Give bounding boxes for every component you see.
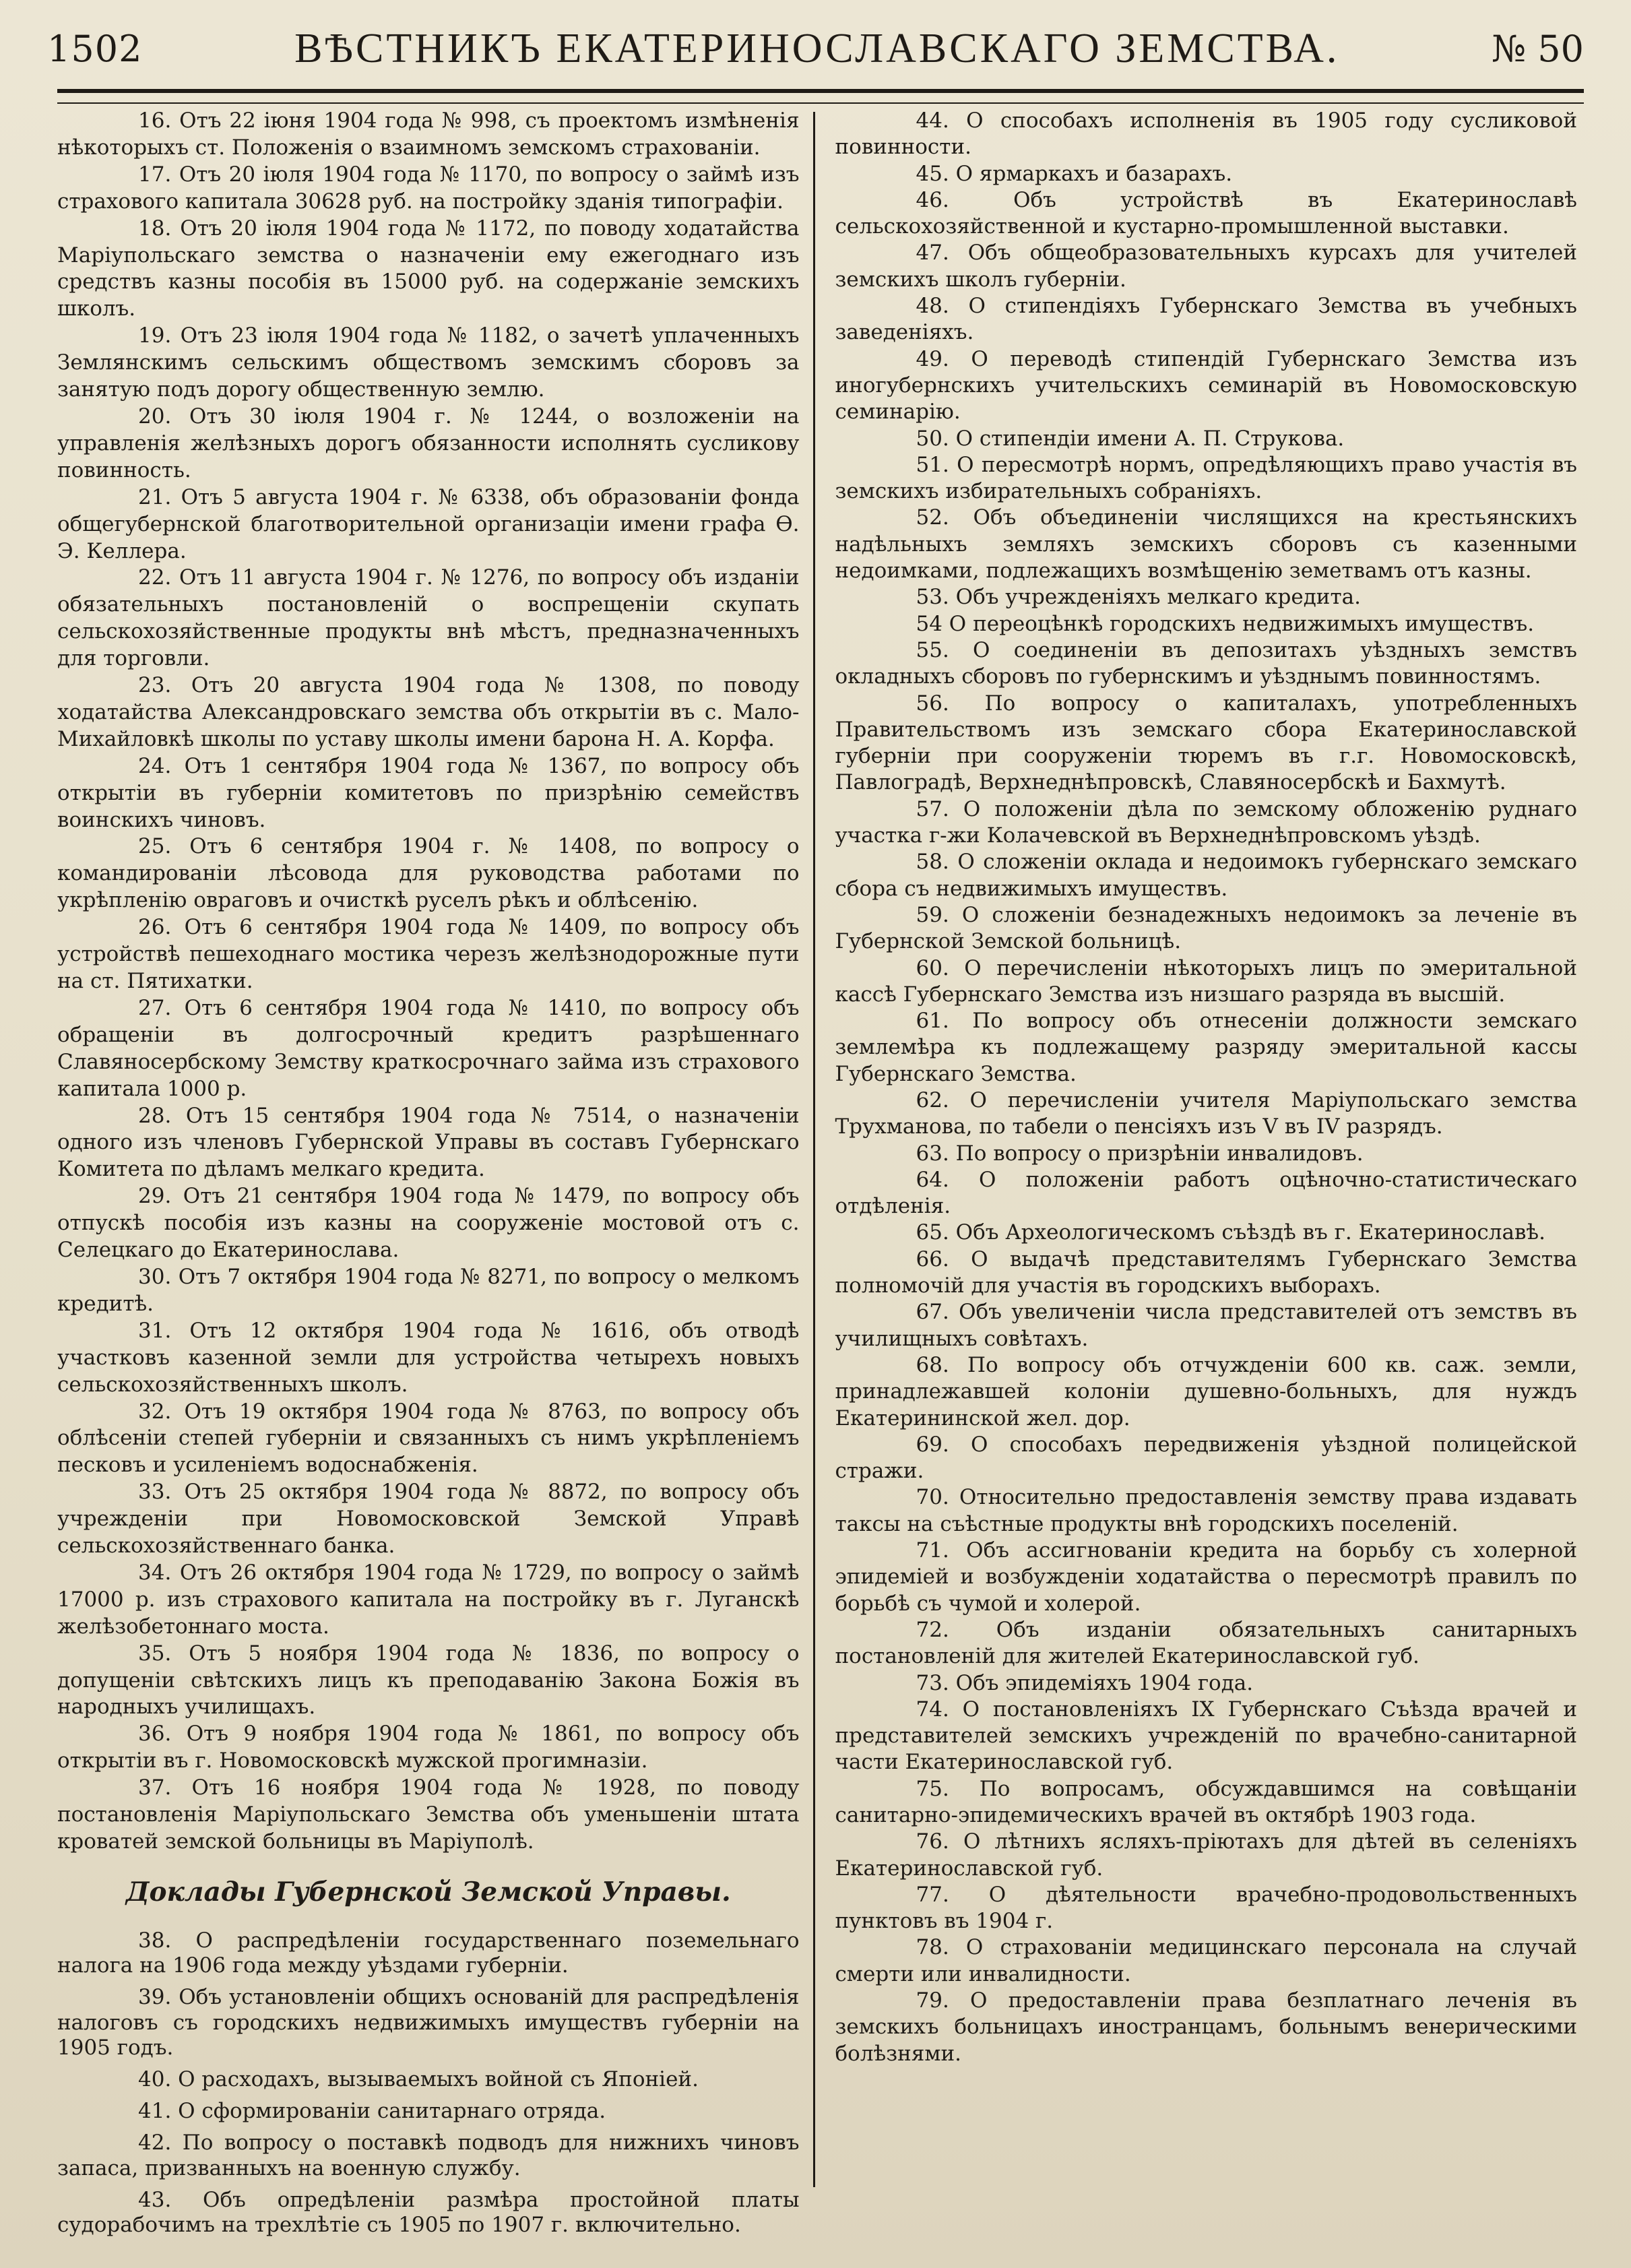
list-item: 65. Объ Археологическомъ съѣздѣ въ г. Екатеринославѣ. bbox=[916, 1220, 1545, 1245]
list-item: 36. Отъ 9 ноября 1904 года № 1861, по вопросу объ открытіи въ г. Новомосковскѣ мужской прогимназіи. bbox=[57, 1722, 800, 1773]
list-item: 64. О положеніи работъ оцѣночно-статистическаго отдѣленія. bbox=[835, 1167, 1577, 1219]
right-column bbox=[821, 108, 1578, 2187]
list-item: 39. Объ установленіи общихъ основаній для распредѣленія налоговъ съ городскихъ недвижимыхъ имуществъ губерніи на 1905 годъ. bbox=[57, 1985, 800, 2060]
list-item: 40. О расходахъ, вызываемыхъ войной съ Японіей. bbox=[138, 2067, 699, 2092]
list-item: 17. Отъ 20 іюля 1904 года № 1170, по вопросу о займѣ изъ страхового капитала 30628 руб. на постройку зданія типографіи. bbox=[57, 162, 800, 214]
list-item: 68. По вопросу объ отчужденіи 600 кв. саж. земли, принадлежавшей колоніи душевно-больныхъ, для нуждъ Екатерининской жел. дор. bbox=[835, 1352, 1577, 1430]
list-item: 73. Объ эпидеміяхъ 1904 года. bbox=[916, 1670, 1254, 1695]
list-item: 69. О способахъ передвиженія уѣздной полицейской стражи. bbox=[835, 1432, 1577, 1484]
list-item: 20. Отъ 30 іюля 1904 г. № 1244, о возложеніи на управленія желѣзныхъ дорогъ обязанности исполнять сусликову повинность. bbox=[57, 404, 800, 482]
list-item: 53. Объ учрежденіяхъ мелкаго кредита. bbox=[916, 585, 1361, 610]
list-item: 27. Отъ 6 сентября 1904 года № 1410, по вопросу объ обращеніи въ долгосрочный кредитъ разрѣшеннаго Славяносербскому Земству краткосрочнаго займа изъ страхового капитала 1000 р. bbox=[57, 995, 800, 1101]
list-item: 45. О ярмаркахъ и базарахъ. bbox=[916, 161, 1233, 186]
list-item: 55. О соединеніи въ депозитахъ уѣздныхъ земствъ окладныхъ сборовъ по губернскимъ и уѣзднымъ повинностямъ. bbox=[835, 637, 1577, 689]
list-item: 50. О стипендіи имени А. П. Струкова. bbox=[916, 426, 1345, 451]
list-item: 72. Объ изданіи обязательныхъ санитарныхъ постановленій для жителей Екатеринославской губ. bbox=[835, 1617, 1577, 1669]
list-item: 25. Отъ 6 сентября 1904 г. № 1408, по вопросу о командированіи лѣсовода для руководства работами по укрѣпленію овраговъ и очисткѣ руселъ рѣкъ и облѣсенію. bbox=[57, 834, 800, 913]
list-item: 26. Отъ 6 сентября 1904 года № 1409, по вопросу объ устройствѣ пешеходнаго мостика черезъ желѣзнодорожные пути на ст. Пятихатки. bbox=[57, 915, 800, 993]
list-item: 51. О пересмотрѣ нормъ, опредѣляющихъ право участія въ земскихъ избирательныхъ собраніяхъ. bbox=[835, 452, 1577, 504]
left-column bbox=[57, 108, 808, 2238]
list-item: 57. О положеніи дѣла по земскому обложенію руднаго участка г-жи Колачевской въ Верхнеднѣпровскомъ уѣздѣ. bbox=[835, 796, 1577, 848]
list-item: 54 О переоцѣнкѣ городскихъ недвижимыхъ имуществъ. bbox=[916, 611, 1535, 636]
list-item: 67. Объ увеличеніи числа представителей отъ земствъ въ училищныхъ совѣтахъ. bbox=[835, 1300, 1577, 1351]
issue-number: № 50 bbox=[1492, 27, 1584, 70]
list-item: 70. Относительно предоставленія земству права издавать таксы на съѣстные продукты внѣ городскихъ поселеній. bbox=[835, 1485, 1577, 1536]
list-item: 66. О выдачѣ представителямъ Губернскаго Земства полномочій для участія въ городскихъ выборахъ. bbox=[835, 1247, 1577, 1298]
list-item: 24. Отъ 1 сентября 1904 года № 1367, по вопросу объ открытіи въ губерніи комитетовъ по призрѣнію семействъ воинскихъ чиновъ. bbox=[57, 753, 800, 832]
section-heading: Доклады Губернской Земской Управы. bbox=[125, 1876, 731, 1908]
list-item: 35. Отъ 5 ноября 1904 года № 1836, по вопросу о допущеніи свѣтскихъ лицъ къ преподаванію Закона Божія въ народныхъ училищахъ. bbox=[57, 1641, 800, 1720]
list-item: 19. Отъ 23 іюля 1904 года № 1182, о зачетѣ уплаченныхъ Землянскимъ сельскимъ обществомъ земскимъ сборовъ за занятую подъ дорогу общественную землю. bbox=[57, 323, 800, 402]
list-item: 23. Отъ 20 августа 1904 года № 1308, по поводу ходатайства Александровскаго земства объ открытіи въ с. Мало-Михайловкѣ школы по уставу школы имени барона Н. А. Корфа. bbox=[57, 673, 800, 751]
list-item: 30. Отъ 7 октября 1904 года № 8271, по вопросу о мелкомъ кредитѣ. bbox=[57, 1264, 800, 1316]
journal-title: ВѢСТНИКЪ ЕКАТЕРИНОСЛАВСКАГО ЗЕМСТВА. bbox=[294, 25, 1340, 71]
list-item: 76. О лѣтнихъ ясляхъ-пріютахъ для дѣтей въ селеніяхъ Екатеринославской губ. bbox=[835, 1829, 1577, 1881]
page-number: 1502 bbox=[47, 27, 143, 70]
list-item: 46. Объ устройствѣ въ Екатеринославѣ сельскохозяйственной и кустарно-промышленной выставки. bbox=[835, 187, 1577, 239]
list-item: 75. По вопросамъ, обсуждавшимся на совѣщаніи санитарно-эпидемическихъ врачей въ октябрѣ 1903 года. bbox=[835, 1776, 1577, 1827]
list-item: 48. О стипендіяхъ Губернскаго Земства въ учебныхъ заведеніяхъ. bbox=[835, 294, 1577, 345]
list-item: 34. Отъ 26 октября 1904 года № 1729, по вопросу о займѣ 17000 р. изъ страхового капитала на постройку въ г. Луганскѣ желѣзобетоннаго моста. bbox=[57, 1560, 800, 1639]
list-item: 60. О перечисленіи нѣкоторыхъ лицъ по эмеритальной кассѣ Губернскаго Земства изъ низшаго разряда въ высшій. bbox=[835, 955, 1577, 1007]
list-item: 32. Отъ 19 октября 1904 года № 8763, по вопросу объ облѣсеніи степей губерніи и связанныхъ съ нимъ укрѣпленіемъ песковъ и усиленіемъ водоснабженія. bbox=[57, 1399, 800, 1478]
left-item-list bbox=[57, 108, 800, 1856]
list-item: 79. О предоставленіи права безплатнаго леченія въ земскихъ больницахъ иностранцамъ, больнымъ венерическими болѣзнями. bbox=[835, 1988, 1577, 2066]
list-item: 21. Отъ 5 августа 1904 г. № 6338, объ образованіи фонда общегубернской благотворительной организаціи имени графа Ѳ. Э. Келлера. bbox=[57, 484, 800, 563]
list-item: 16. Отъ 22 іюня 1904 года № 998, съ проектомъ измѣненія нѣкоторыхъ ст. Положенія о взаимномъ земскомъ страхованіи. bbox=[57, 108, 800, 160]
two-column-body bbox=[57, 108, 1577, 2238]
header-rule bbox=[57, 89, 1584, 104]
list-item: 42. По вопросу о поставкѣ подводъ для нижнихъ чиновъ запаса, призванныхъ на военную службу. bbox=[57, 2131, 800, 2180]
list-item: 38. О распредѣленіи государственнаго поземельнаго налога на 1906 года между уѣздами губерніи. bbox=[57, 1928, 800, 1978]
list-item: 22. Отъ 11 августа 1904 г. № 1276, по вопросу объ изданіи обязательныхъ постановленій о воспрещеніи скупать сельскохозяйственные продукты внѣ мѣстъ, предназначенныхъ для торговли. bbox=[57, 565, 800, 671]
list-item: 59. О сложеніи безнадежныхъ недоимокъ за леченіе въ Губернской Земской больницѣ. bbox=[835, 902, 1577, 954]
list-item: 49. О переводѣ стипендій Губернскаго Земства изъ иногубернскихъ учительскихъ семинарій въ Новомосковскую семинарію. bbox=[835, 346, 1577, 424]
list-item: 63. По вопросу о призрѣніи инвалидовъ. bbox=[916, 1141, 1364, 1166]
list-item: 43. Объ опредѣленіи размѣра простойной платы судорабочимъ на трехлѣтіе съ 1905 по 1907 г. включительно. bbox=[57, 2187, 800, 2238]
list-item: 37. Отъ 16 ноября 1904 года № 1928, по поводу постановленія Маріупольскаго Земства объ уменьшеніи штата кроватей земской больницы въ Маріуполѣ. bbox=[57, 1775, 800, 1854]
list-item: 47. Объ общеобразовательныхъ курсахъ для учителей земскихъ школъ губерніи. bbox=[835, 241, 1577, 292]
list-item: 61. По вопросу объ отнесеніи должности земскаго землемѣра къ подлежащему разряду эмеритальной кассы Губернскаго Земства. bbox=[835, 1009, 1577, 1086]
list-item: 18. Отъ 20 іюля 1904 года № 1172, по поводу ходатайства Маріупольскаго земства о назначеніи ему ежегоднаго изъ средствъ казны пособія въ 15000 руб. на содержаніе земскихъ школъ. bbox=[57, 216, 800, 321]
list-item: 62. О перечисленіи учителя Маріупольскаго земства Трухманова, по табели о пенсіяхъ изъ V въ IV разрядъ. bbox=[835, 1088, 1577, 1139]
list-item: 31. Отъ 12 октября 1904 года № 1616, объ отводѣ участковъ казенной земли для устройства четырехъ новыхъ сельскохозяйственныхъ школъ. bbox=[57, 1318, 800, 1397]
report-item-list bbox=[57, 1928, 800, 2238]
column-divider bbox=[813, 112, 815, 2187]
list-item: 77. О дѣятельности врачебно-продовольственныхъ пунктовъ въ 1904 г. bbox=[835, 1882, 1577, 1934]
list-item: 56. По вопросу о капиталахъ, употребленныхъ Правительствомъ изъ земскаго сбора Екатеринославской губерніи при сооруженіи тюремъ въ г.г. Новомосковскѣ, Павлоградѣ, Верхнеднѣпровскѣ, Славяносербскѣ и Бахмутѣ. bbox=[835, 691, 1577, 795]
right-item-list bbox=[835, 108, 1578, 2067]
list-item: 71. Объ ассигнованіи кредита на борьбу съ холерной эпидеміей и возбужденіи ходатайства о пересмотрѣ правилъ по борьбѣ съ чумой и холерой. bbox=[835, 1538, 1577, 1616]
list-item: 44. О способахъ исполненія въ 1905 году сусликовой повинности. bbox=[835, 108, 1577, 160]
list-item: 41. О сформированіи санитарнаго отряда. bbox=[138, 2099, 606, 2124]
list-item: 28. Отъ 15 сентября 1904 года № 7514, о назначеніи одного изъ членовъ Губернской Управы въ составъ Губернскаго Комитета по дѣламъ мелкаго кредита. bbox=[57, 1103, 800, 1182]
list-item: 78. О страхованіи медицинскаго персонала на случай смерти или инвалидности. bbox=[835, 1935, 1577, 1986]
page-header bbox=[47, 12, 1584, 85]
list-item: 33. Отъ 25 октября 1904 года № 8872, по вопросу объ учрежденіи при Новомосковской Земской Управѣ сельскохозяйственнаго банка. bbox=[57, 1480, 800, 1558]
list-item: 74. О постановленіяхъ IX Губернскаго Съѣзда врачей и представителей земскихъ учрежденій по врачебно-санитарной части Екатеринославской губ. bbox=[835, 1697, 1577, 1775]
list-item: 58. О сложеніи оклада и недоимокъ губернскаго земскаго сбора съ недвижимыхъ имуществъ. bbox=[835, 850, 1577, 901]
list-item: 29. Отъ 21 сентября 1904 года № 1479, по вопросу объ отпускѣ пособія изъ казны на сооруженіе мостовой отъ с. Селецкаго до Екатеринослава. bbox=[57, 1184, 800, 1263]
list-item: 52. Объ объединеніи числящихся на крестьянскихъ надѣльныхъ земляхъ земскихъ сборовъ съ казенными недоимками, подлежащихъ возмѣщенію земетвамъ отъ казны. bbox=[835, 505, 1577, 584]
